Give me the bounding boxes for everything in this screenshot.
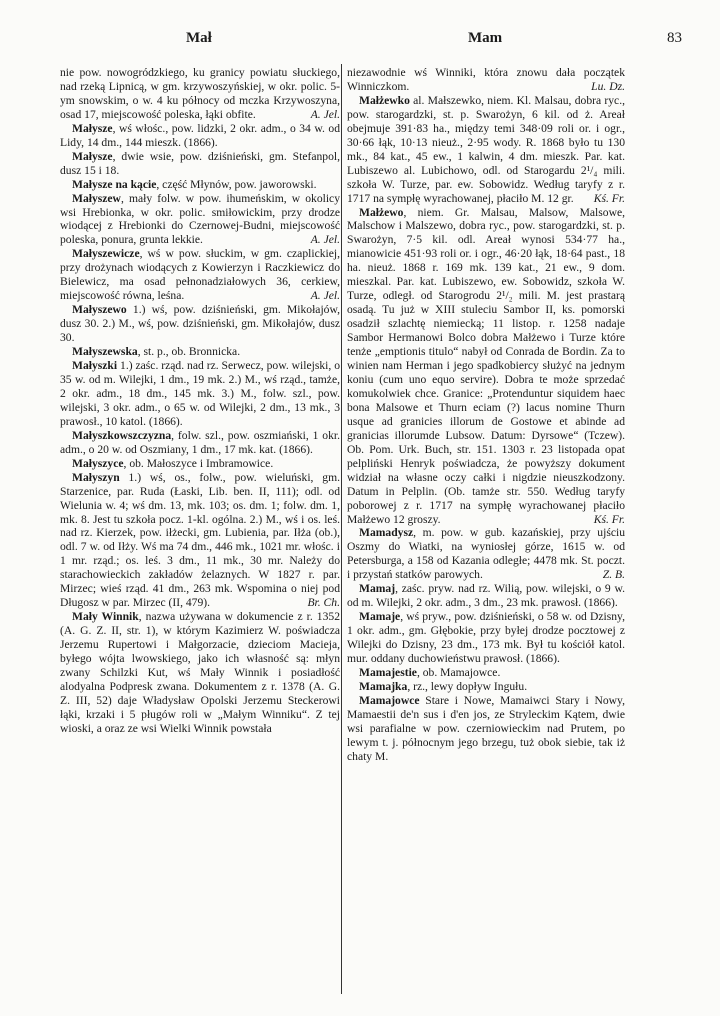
- running-head-left: Mał: [186, 30, 212, 46]
- dictionary-entry: [347, 526, 625, 582]
- entry-text: 1.) wś, pow. dziśnieński, gm. Mikołajów, dusz 30. 2.) M., wś, pow. dziśnieński, gm. Mikołajów, dusz 30.: [60, 303, 340, 345]
- entry-text: , wś w pow. słuckim, w gm. czaplickiej, przy drożynach wiodących z Kowierzyn i Raczkiewicz do Bielewicz, ma osad pełnonadziałowych 36, cerkiew, miejscowość równa, leśna.: [60, 247, 340, 303]
- left-column: [60, 66, 340, 736]
- author-signature: Lu. Dz.: [591, 79, 625, 93]
- entry-headword: Małyszewo: [72, 303, 127, 317]
- dictionary-entry: [60, 303, 340, 345]
- entry-text: , folw. szl., pow. oszmiański, 1 okr. adm., o 20 w. od Oszmiany, 1 dm., 17 mk. kat. (1866).: [60, 428, 340, 456]
- entry-text: , m. pow. w gub. kazańskiej, przy ujściu Oszmy do Wiatki, na wyniosłej górze, 1615 w. od Petersburga, a 158 od Kazania odległe; 4478 mk. St. poczt. i przystań statków parowych.: [347, 526, 625, 582]
- dictionary-entry: [60, 122, 340, 150]
- entry-text: , rz., lewy dopływ Ingułu.: [407, 679, 528, 693]
- entry-text: , st. p., ob. Bronnicka.: [137, 345, 241, 359]
- entry-text: 1.) wś, os., folw., pow. wieluński, gm. Starzenice, par. Ruda (Łaski, Lib. ben. II, 111); odl. od Wielunia w. 4; wś dm. 13, mk. 103; os. dm. 1; folw. dm. 1, mk. 8. Jest tu szkoła pocz. 1-kl. ogólna. 2.) M., wś i os. leś. nad rz. Kierzek, pow. iłżecki, gm. Lubienia, par. Iłża (ob.), odl. 7 w. od Iłży. Wś ma 74 dm., 446 mk., 1021 mr. włośc. i 1 mr. rząd.; os. leś. 3 dm., 11 mk., 30 mr. Należy do starachowieckich zakładów żelaznych. W 1827 r. par. Mirzec; wieś rząd. 41 dm., 263 mk. Wspomina o niej pod Długosz w par. Mirzec (II, 479).: [60, 470, 340, 610]
- entry-text: , nazwa używana w dokumencie z r. 1352 (A. G. Z. II, str. 1), w którym Kazimierz W. poświadcza Jerzemu Rupertowi i Małgorzacie, dzieciom Macieja, byłego wójta lwowskiego, jako ich własność są: młyn zwany Schilzki Kut, wś Mały Winnik i posiadłość alodyalna Podpresk zwana. Dokumentem z r. 1378 (A. G. Z. III, 52) daje Władysław Opolski Jerzemu Steckerowi łąki, krzaki i 5 pługów roli w „Małym Winniku“. Z tej wioski, a oraz ze wsi Wielki Winnik powstała: [60, 610, 340, 735]
- entry-headword: Mały Winnik: [72, 610, 139, 624]
- author-signature: A. Jel.: [310, 107, 340, 121]
- entry-text: , dwie wsie, pow. dziśnieński, gm. Stefanpol, dusz 15 i 18.: [60, 149, 340, 177]
- entry-text: , ob. Małoszyce i Imbramowice.: [123, 456, 274, 470]
- entry-headword: Mamaj: [359, 582, 396, 596]
- entry-headword: Małyszewska: [72, 345, 138, 359]
- entry-headword: Małyszyce: [72, 456, 124, 470]
- dictionary-entry: [60, 66, 340, 122]
- entry-text: Stare i Nowe, Mamaiwci Stary i Nowy, Mamaestii de'n sus i d'en jos, ze Stryleckim Kątem, dwie wsi parafialne w pow. czerniowieckim nad Prutem, po lewym t. j. północnym jego brzegu, tuż obok siebie, tak iż chaty M.: [347, 693, 625, 763]
- entry-text: , niem. Gr. Malsau, Malsow, Malsowe, Malschow i Malszewo, dobra ryc., pow. starogardzki, st. p. Swarożyn, 7·5 kil. odl. Areał wynosi 534·77 ha., mianowicie 451·93 roli or. i ogr., 46·20 łąk, 18·64 past., 18 ha. nieuż. 1868 r. 169 mk. 139 kat., 21 ew., 9 dom. mieszkal. Par. kat. Lubiszewo, ew. Sobowidz, szkoła W. Turze, odległ. od Starogrodu 2¹/₂ mili. M. jest prastarą osadą. Tu już w XIII stuleciu Sambor II, ks. pomorski osadził szlachtę niemiecką; 11 listop. r. 1258 nadaje Sambor Hermanowi Bolco dobra Małżewo i Turze które tenże „emptionis titulo“ nabył od Conrada de Bordin. Za to winien nam Herman i jego spadkobiercy służyć na jednym koniu (cum uno equo servire). Dobra te może sprzedać komukolwiek chce. Granice: „Protenduntur siquidem haec bona Malsowe et Thurn eciam (?) lacus nomine Thurn usque ad granicies illorum de Gostowe et abinde ad granicias illorumde Lubsow. Datum: Dyrsowe“ (Tczew). Ob. Pom. Urk. Buch, str. 151. 1303 r. 23 listopada opat pelpliński Henryk poświadcza, że powyższy dokument widział na własne oczy całki i nigdzie nieuszkodzony. Datum in Pelplin. (Ob. tamże str. 550. Według taryfy poborowej z r. 1717 na sympłę wyrachowanej płaciło Małżewo 12 groszy.: [347, 205, 625, 526]
- entry-text: 1.) zaśc. rząd. nad rz. Serwecz, pow. wilejski, o 35 w. od m. Wilejki, 1 dm., 19 mk. 2.) M., wś rząd., tamże, 2 okr. adm., 18 dm., 145 mk. 3.) M., folw. szl., pow. wilejski, 3 okr. adm., o 65 w. od Wilejki, 2 dm., 13 mk., 3 prawosł., 10 katol. (1866).: [60, 359, 340, 428]
- entry-text: , mały folw. w pow. ihumeńskim, w okolicy wsi Hrebionka, w okr. polic. smiłowickim, przy drodze wiodącej z Hrebionki do Czernowej-Budni, miejscowość poleska, ponura, grunta lekkie.: [60, 191, 340, 247]
- entry-text: , wś włośc., pow. lidzki, 2 okr. adm., o 34 w. od Lidy, 14 dm., 144 mieszk. (1866).: [60, 121, 340, 149]
- dictionary-entry: [347, 66, 625, 94]
- dictionary-entry: [60, 345, 340, 359]
- dictionary-entry: [60, 192, 340, 248]
- entry-headword: Małysze: [72, 121, 113, 135]
- entry-headword: Mamaje: [359, 610, 401, 624]
- dictionary-entry: [60, 457, 340, 471]
- running-head-center: Mam: [468, 30, 503, 46]
- right-column: [347, 66, 625, 764]
- entry-headword: Małysze: [72, 149, 113, 163]
- dictionary-entry: [347, 582, 625, 610]
- dictionary-entry: [347, 610, 625, 666]
- dictionary-entry: [60, 429, 340, 457]
- dictionary-entry: [60, 359, 340, 429]
- dictionary-entry: [347, 206, 625, 527]
- entry-headword: Małyszewicze: [72, 247, 140, 261]
- entry-headword: Małżewo: [359, 205, 404, 219]
- entry-headword: Małyszew: [72, 191, 121, 205]
- entry-headword: Mamadysz: [359, 526, 414, 540]
- entry-text: , zaśc. pryw. nad rz. Wilią, pow. wilejski, o 9 w. od m. Wilejki, 2 okr. adm., 3 dm., 23 mk. prawosł. (1866).: [347, 582, 625, 610]
- dictionary-entry: [347, 94, 625, 206]
- author-signature: Kś. Fr.: [593, 191, 625, 205]
- dictionary-entry: [347, 680, 625, 694]
- entry-headword: Małyszkowszczyzna: [72, 428, 172, 442]
- column-divider: [341, 64, 342, 994]
- dictionary-entry: [60, 471, 340, 611]
- dictionary-entry: [347, 666, 625, 680]
- dictionary-entry: [60, 610, 340, 736]
- author-signature: A. Jel.: [310, 233, 340, 247]
- entry-text: , część Młynów, pow. jaworowski.: [156, 177, 317, 191]
- entry-text: , wś pryw., pow. dziśnieński, o 58 w. od Dzisny, 1 okr. adm., gm. Głębokie, przy byłej drodze pocztowej z Wilejki do Dzisny, 23 dm., 173 mk. Był tu kościół katol. mur. oddany duchowieństwu prawosł. (1866).: [347, 610, 625, 666]
- dictionary-entry: [60, 178, 340, 192]
- entry-headword: Mamajka: [359, 679, 408, 693]
- entry-headword: Małyszki: [72, 359, 118, 373]
- entry-text: , ob. Mamajowce.: [416, 665, 501, 679]
- entry-text: al. Małszewko, niem. Kl. Malsau, dobra ryc., pow. starogardzki, st. p. Swarożyn, 6 kil. od ż. Areał obejmuje 391·83 ha., między temi 348·09 roli or. i ogr., 30·66 łąk, 10·13 nieuż., 2·95 wody. R. 1868 było tu 130 mk., 84 kat., 45 ew., 1 kalwin, 4 dm. mieszk. Par. kat. Lubiszewo al. Lubichowo, odl. od Starogardu 2¹/₄ mili. szkoła W. Turze, par. ew. Sobowidz. Według taryfy z r. 1717 na sympłę wyrachowanej, płaciło M. 12 gr.: [347, 93, 625, 205]
- entry-text: nie pow. nowogródzkiego, ku granicy powiatu słuckiego, nad rzeką Lipnicą, w gm. krzywoszyńskiej, w okr. polic. 5-ym snowskim, o w. 4 ku północy od mczka Krzywoszyna, osad 17, miejscowość poleska, łąki obfite.: [60, 66, 340, 121]
- entry-headword: Mamajestie: [359, 665, 417, 679]
- page-number: 83: [667, 30, 682, 46]
- author-signature: Kś. Fr.: [593, 512, 625, 526]
- dictionary-entry: [60, 150, 340, 178]
- page-header: [58, 30, 682, 52]
- dictionary-entry: [60, 247, 340, 303]
- entry-text: niezawodnie wś Winniki, która znowu dała początek Winniczkom.: [347, 66, 625, 93]
- entry-headword: Mamajowce: [359, 693, 420, 707]
- entry-headword: Małżewko: [359, 93, 410, 107]
- entry-headword: Małysze na kącie: [72, 177, 157, 191]
- author-signature: Br. Ch.: [307, 596, 340, 610]
- dictionary-entry: [347, 694, 625, 764]
- author-signature: Z. B.: [602, 568, 625, 582]
- author-signature: A. Jel.: [310, 289, 340, 303]
- entry-headword: Małyszyn: [72, 470, 120, 484]
